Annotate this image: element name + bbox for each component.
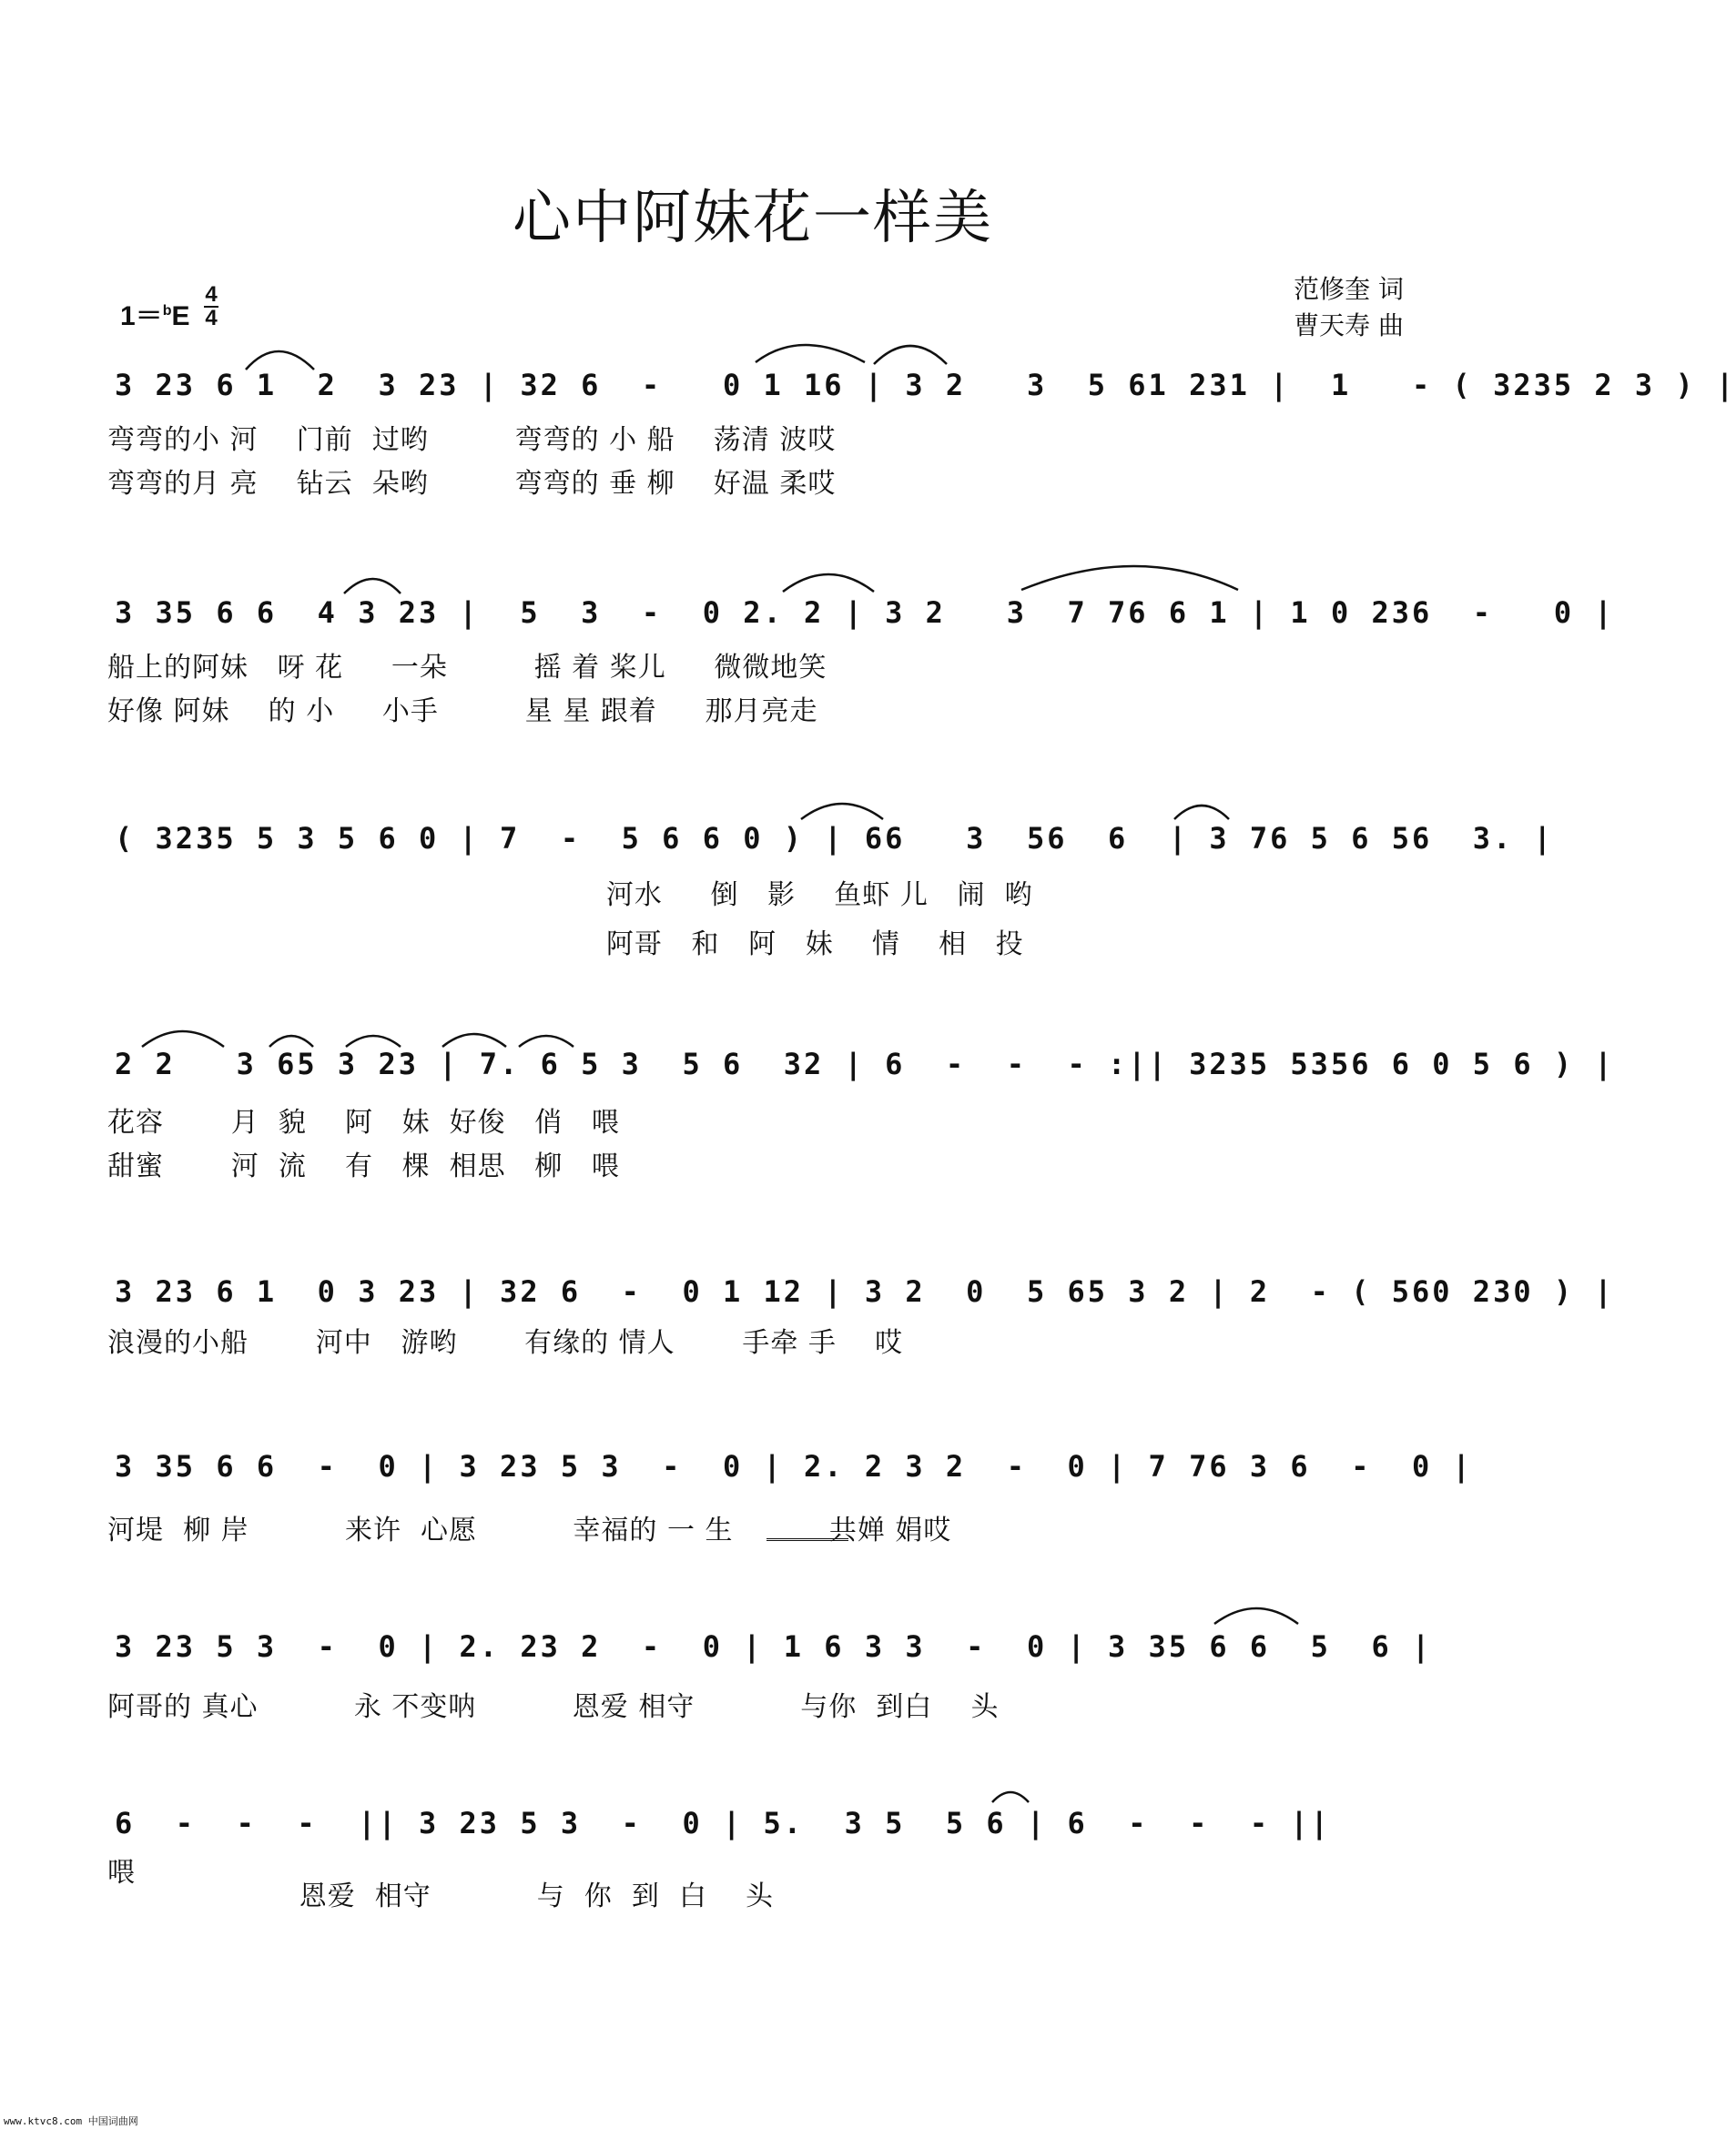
lyrics-line-5: 浪漫的小船 河中 游哟 有缘的 情人 手牵 手 哎 bbox=[107, 1327, 904, 1359]
notation-line-6: 3 35 6 6 - 0 | 3 23 5 3 - 0 | 2. 2 3 2 - 0 | 7 76 3 6 - 0 | bbox=[115, 1449, 1473, 1484]
lyrics-line-1-verse-1: 弯弯的小 河 门前 过哟 弯弯的 小 船 荡清 波哎 bbox=[107, 424, 837, 456]
slur bbox=[801, 804, 883, 819]
lyrics-line-4-verse-1: 花容 月 貌 阿 妹 好俊 俏 喂 bbox=[107, 1107, 620, 1139]
composer-credit: 曹天寿 曲 bbox=[1294, 310, 1404, 340]
lyrics-line-7: 阿哥的 真心 永 不变呐 恩爱 相守 与你 到白 头 bbox=[107, 1691, 1000, 1723]
notation-line-7: 3 23 5 3 - 0 | 2. 23 2 - 0 | 1 6 3 3 - 0 | 3 35 6 6 5 6 | bbox=[115, 1629, 1433, 1664]
slur bbox=[346, 1036, 401, 1047]
slur bbox=[1214, 1608, 1298, 1624]
notation-line-2: 3 35 6 6 4 3 23 | 5 3 - 0 2. 2 | 3 2 3 7 76 6 1 | 1 0 236 - 0 | bbox=[115, 595, 1615, 630]
key-prefix: 1＝ bbox=[120, 301, 163, 331]
key-note: E bbox=[171, 301, 190, 331]
slur bbox=[519, 1036, 574, 1047]
slur bbox=[756, 345, 865, 362]
song-title: 心中阿妹花一样美 bbox=[513, 185, 993, 252]
slur bbox=[246, 351, 314, 370]
slur bbox=[142, 1031, 224, 1047]
notation-line-3: ( 3235 5 3 5 6 0 | 7 - 5 6 6 0 ) | 66 3 56 6 | 3 76 5 6 56 3. | bbox=[115, 821, 1554, 856]
slur bbox=[442, 1034, 506, 1047]
lyrics-line-1-verse-2: 弯弯的月 亮 钻云 朵哟 弯弯的 垂 柳 好温 柔哎 bbox=[107, 468, 837, 500]
lyrics-line-3-verse-1: 河水 倒 影 鱼虾 儿 闹 哟 bbox=[107, 879, 1033, 911]
lyrics-line-6: 河堤 柳 岸 来许 心愿 幸福的 一 生 共婵 娟哎 bbox=[107, 1515, 952, 1546]
flat-sign: b bbox=[162, 303, 172, 319]
footer-watermark: www.ktvc8.com 中国词曲网 bbox=[4, 2115, 138, 2127]
lyrics-line-2-verse-2: 好像 阿妹 的 小 小手 星 星 跟着 那月亮走 bbox=[107, 695, 818, 727]
notation-line-8: 6 - - - || 3 23 5 3 - 0 | 5. 3 5 5 6 | 6 - - - || bbox=[115, 1806, 1331, 1840]
time-signature-top: 4 bbox=[205, 282, 218, 307]
lyrics-line-8-verse-1: 喂 bbox=[107, 1857, 136, 1889]
time-signature-bottom: 4 bbox=[205, 306, 218, 330]
slur bbox=[1174, 806, 1229, 819]
slur bbox=[874, 346, 947, 364]
lyrics-line-2-verse-1: 船上的阿妹 呀 花 一朵 摇 着 桨儿 微微地笑 bbox=[107, 652, 827, 684]
lyrics-line-8-verse-2: 恩爱 相守 与 你 到 白 头 bbox=[107, 1881, 775, 1912]
notation-line-4: 2 2 3 65 3 23 | 7. 6 5 3 5 6 32 | 6 - - - :|| 3235 5356 6 0 5 6 ) | bbox=[115, 1047, 1615, 1081]
notation-line-1: 3 23 6 1 2 3 23 | 32 6 - 0 1 16 | 3 2 3 5 61 231 | 1 - ( 3235 2 3 ) | bbox=[115, 368, 1736, 402]
slur bbox=[269, 1036, 313, 1047]
slur bbox=[783, 574, 874, 592]
lyrics-line-4-verse-2: 甜蜜 河 流 有 棵 相思 柳 喂 bbox=[107, 1151, 620, 1182]
notation-line-5: 3 23 6 1 0 3 23 | 32 6 - 0 1 12 | 3 2 0 5 65 3 2 | 2 - ( 560 230 ) | bbox=[115, 1274, 1615, 1309]
lyrics-line-3-verse-2: 阿哥 和 阿 妹 情 相 投 bbox=[107, 928, 1024, 960]
slur bbox=[344, 579, 401, 593]
slur bbox=[992, 1792, 1029, 1802]
slur bbox=[1021, 566, 1238, 590]
lyricist-credit: 范修奎 词 bbox=[1294, 274, 1404, 304]
